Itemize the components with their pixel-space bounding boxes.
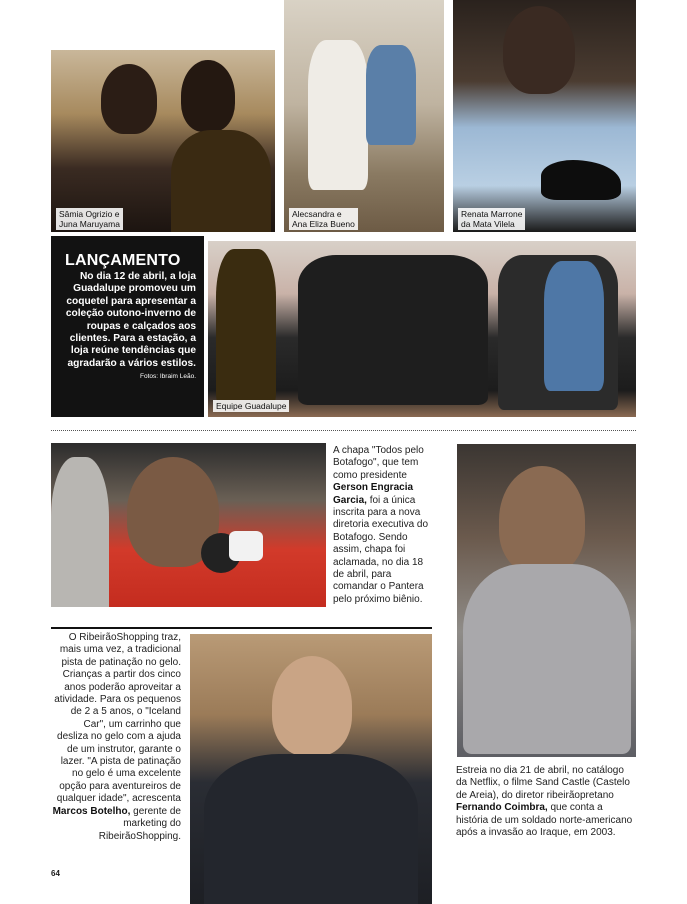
iceland-text-body: O RibeirãoShopping traz, mais uma vez, a tradicional pista de patinação no gelo. Crianças a partir dos cinco anos poderão aproveitar a atividade. Para os pequenos de 2 a 5 anos, o "Iceland Car", um carrinho que desliza no gelo com a ajuda de um instrutor, garante o lazer. "A pista de patinação no gelo é uma excelente opção para aventureiros de qualquer idade", acrescenta: [54, 632, 181, 805]
person-figure: [216, 249, 276, 409]
launch-body: [59, 271, 196, 384]
microphone-icon: [229, 531, 263, 561]
photo-equipe-guadalupe: [208, 241, 636, 417]
caption-line: Sâmia Ogrizio e: [59, 209, 120, 219]
person-figure: [463, 564, 631, 754]
caption-line: Equipe Guadalupe: [216, 401, 287, 411]
section-divider: [51, 430, 636, 431]
caption-line: Renata Marrone: [461, 209, 523, 219]
photo-fernando-coimbra: [457, 444, 636, 757]
iceland-manager-name: Marcos Botelho,: [52, 805, 131, 817]
person-figure: [308, 40, 368, 190]
person-figure: [101, 64, 157, 134]
photo-caption: [289, 208, 358, 230]
caption-line: da Mata Vilela: [461, 219, 515, 229]
botafogo-text: [333, 445, 436, 606]
group-figure: [298, 255, 488, 405]
iceland-text-role: gerente de marketing do RibeirãoShopping.: [98, 805, 181, 842]
caption-line: Alecsandra e: [292, 209, 342, 219]
netflix-text-intro: Estreia no dia 21 de abril, no catálogo da Netflix, o filme Sand Castle (Castelo de Areia), do diretor ribeirãopretano: [456, 765, 630, 801]
botafogo-text-body: foi a única inscrita para a nova diretoria executiva do Botafogo. Sendo assim, chapa foi aclamada, no dia 18 de abril, para comandar o Pantera pelo próximo biênio.: [333, 494, 429, 605]
person-figure: [181, 60, 235, 132]
photo-marcos-botelho: [190, 634, 432, 904]
column-rule: [51, 627, 432, 629]
person-figure: [544, 261, 604, 391]
person-figure: [204, 754, 418, 904]
photo-alecsandra-ana: [284, 0, 444, 232]
page-number: 64: [51, 869, 60, 878]
photo-credit: Fotos: Ibraim Leão.: [140, 373, 196, 381]
caption-line: Ana Eliza Bueno: [292, 219, 355, 229]
shoe-figure: [541, 160, 621, 200]
person-figure: [499, 466, 585, 574]
photo-renata: [453, 0, 636, 232]
netflix-text: [456, 765, 636, 839]
netflix-text-body: que conta a história de um soldado norte-americano após a invasão ao Iraque, em 2003.: [456, 802, 633, 839]
person-figure: [366, 45, 416, 145]
photo-gerson-garcia: [51, 443, 326, 607]
launch-heading: LANÇAMENTO: [65, 252, 181, 269]
iceland-text: [51, 632, 181, 843]
netflix-director-name: Fernando Coimbra,: [456, 802, 548, 814]
caption-line: Juna Maruyama: [59, 219, 120, 229]
person-figure: [171, 130, 271, 232]
photo-caption: [56, 208, 123, 230]
person-figure: [51, 457, 109, 607]
photo-caption: [213, 400, 289, 412]
launch-box: [51, 236, 204, 417]
photo-samia-juna: [51, 50, 275, 232]
person-figure: [503, 6, 575, 94]
launch-text: No dia 12 de abril, a loja Guadalupe promoveu um coquetel para apresentar a coleção outono-inverno de roupas e calçados aos clientes. Para a estação, a loja reúne tendências que agradarão a vários estilos.: [65, 271, 196, 369]
botafogo-president-name: Gerson Engracia Garcia,: [333, 482, 414, 506]
botafogo-text-intro: A chapa "Todos pelo Botafogo", que tem como presidente: [333, 445, 424, 481]
photo-caption: [458, 208, 525, 230]
person-figure: [272, 656, 352, 756]
